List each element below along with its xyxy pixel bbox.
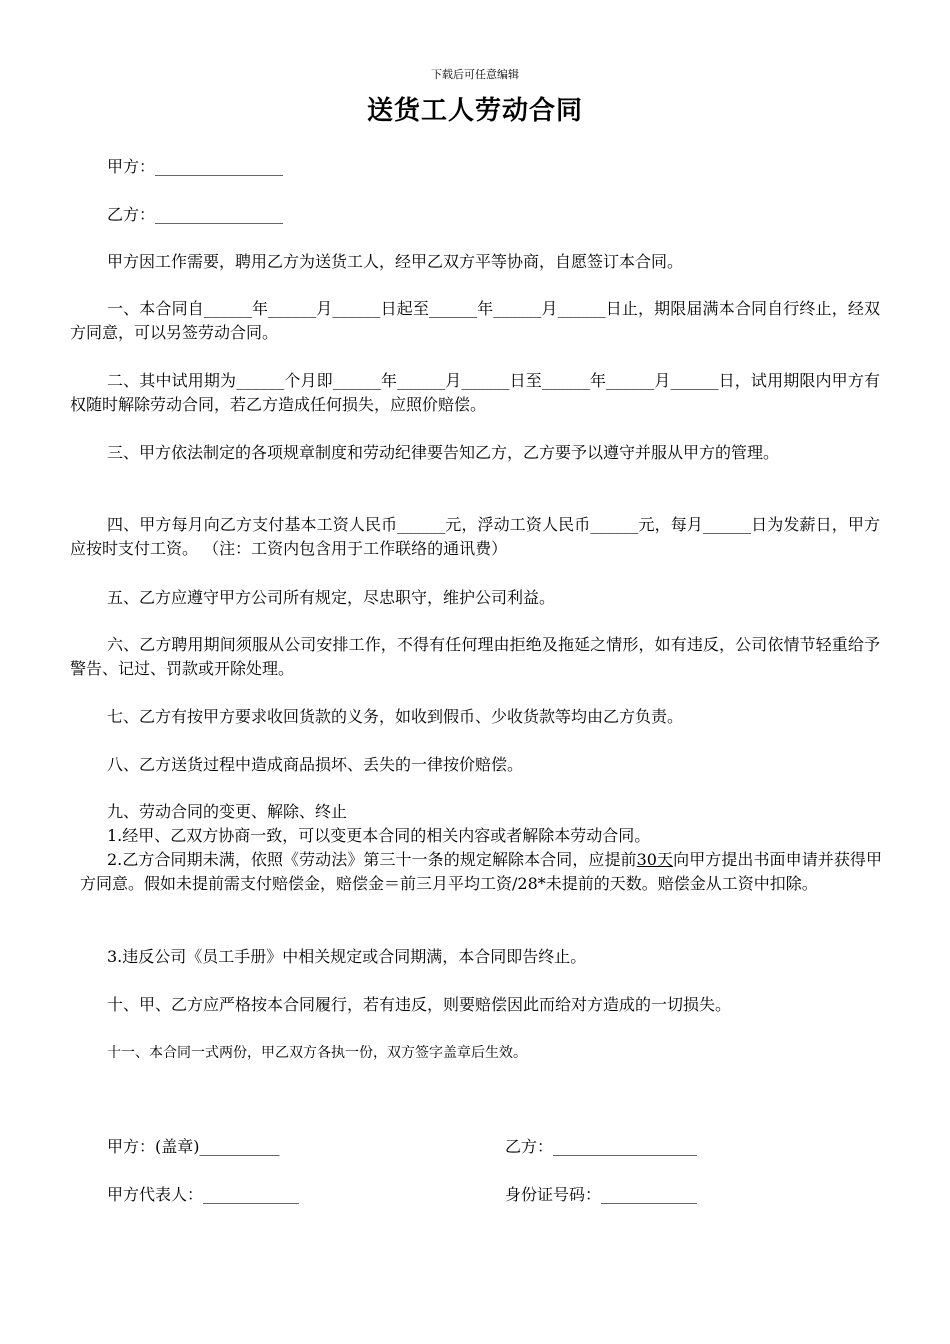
notice-days: 30天	[636, 850, 674, 869]
clause-9-item-1: 1.经甲、乙双方协商一致，可以变更本合同的相关内容或者解除本劳动合同。	[107, 826, 651, 845]
header-note: 下载后可任意编辑	[431, 68, 519, 81]
clause-3: 三、甲方依法制定的各项规章制度和劳动纪律要告知乙方，乙方要予以遵守并服从甲方的管理。	[107, 443, 780, 462]
clause-1: 一、本合同自______年______月______日起至______年______月______日止，期限届满本合同自行终止，经双方同意，可以另签劳动合同。	[70, 299, 880, 342]
clause-6: 六、乙方聘用期间须服从公司安排工作，不得有任何理由拒绝及拖延之情形，如有违反，公司依情节轻重给予警告、记过、罚款或开除处理。	[70, 635, 880, 678]
clause-10: 十、甲、乙方应严格按本合同履行，若有违反，则要赔偿因此而给对方造成的一切损失。	[107, 995, 732, 1014]
clause-7: 七、乙方有按甲方要求收回货款的义务，如收到假币、少收货款等均由乙方负责。	[107, 707, 684, 726]
party-a-line: 甲方：________________	[107, 157, 284, 176]
clause-2: 二、其中试用期为______个月即______年______月______日至______年______月______日，试用期限内甲方有权随时解除劳动合同，若乙方造成任何损失，应照价赔偿。	[70, 371, 880, 414]
clause-9-item-3: 3.违反公司《员工手册》中相关规定或合同期满，本合同即告终止。	[107, 947, 587, 966]
clause-9-item-2-text-cont: 向甲方提出书面申请并获得甲方同意。假如未提前需支付赔偿金，赔偿金＝前三月平均工资/28*未提前的天数。赔偿金从工资中扣除。	[80, 850, 882, 893]
sign-party-a-representative: 甲方代表人：____________	[107, 1185, 300, 1204]
clause-5: 五、乙方应遵守甲方公司所有规定，尽忠职守，维护公司利益。	[107, 588, 556, 607]
clause-8: 八、乙方送货过程中造成商品损坏、丢失的一律按价赔偿。	[107, 755, 524, 774]
clause-9-item-2-text: 2.乙方合同期未满，依照《劳动法》第三十一条的规定解除本合同，应提前	[107, 850, 637, 869]
intro-paragraph: 甲方因工作需要，聘用乙方为送货工人，经甲乙双方平等协商，自愿签订本合同。	[107, 252, 684, 271]
clause-9-heading: 九、劳动合同的变更、解除、终止	[107, 802, 348, 821]
sign-party-a-seal: 甲方：(盖章)__________	[107, 1137, 280, 1156]
clause-9-item-2	[80, 848, 882, 896]
party-b-line: 乙方：________________	[107, 205, 284, 224]
sign-id-number: 身份证号码：____________	[505, 1185, 698, 1204]
document-title: 送货工人劳动合同	[366, 96, 583, 126]
clause-4: 四、甲方每月向乙方支付基本工资人民币______元，浮动工资人民币______元，每月______日为发薪日，甲方应按时支付工资。 （注：工资内包含用于工作联络的通讯费）	[70, 515, 880, 558]
clause-11: 十一、本合同一式两份，甲乙双方各执一份，双方签字盖章后生效。	[107, 1045, 527, 1061]
sign-party-b: 乙方：__________________	[505, 1137, 698, 1156]
